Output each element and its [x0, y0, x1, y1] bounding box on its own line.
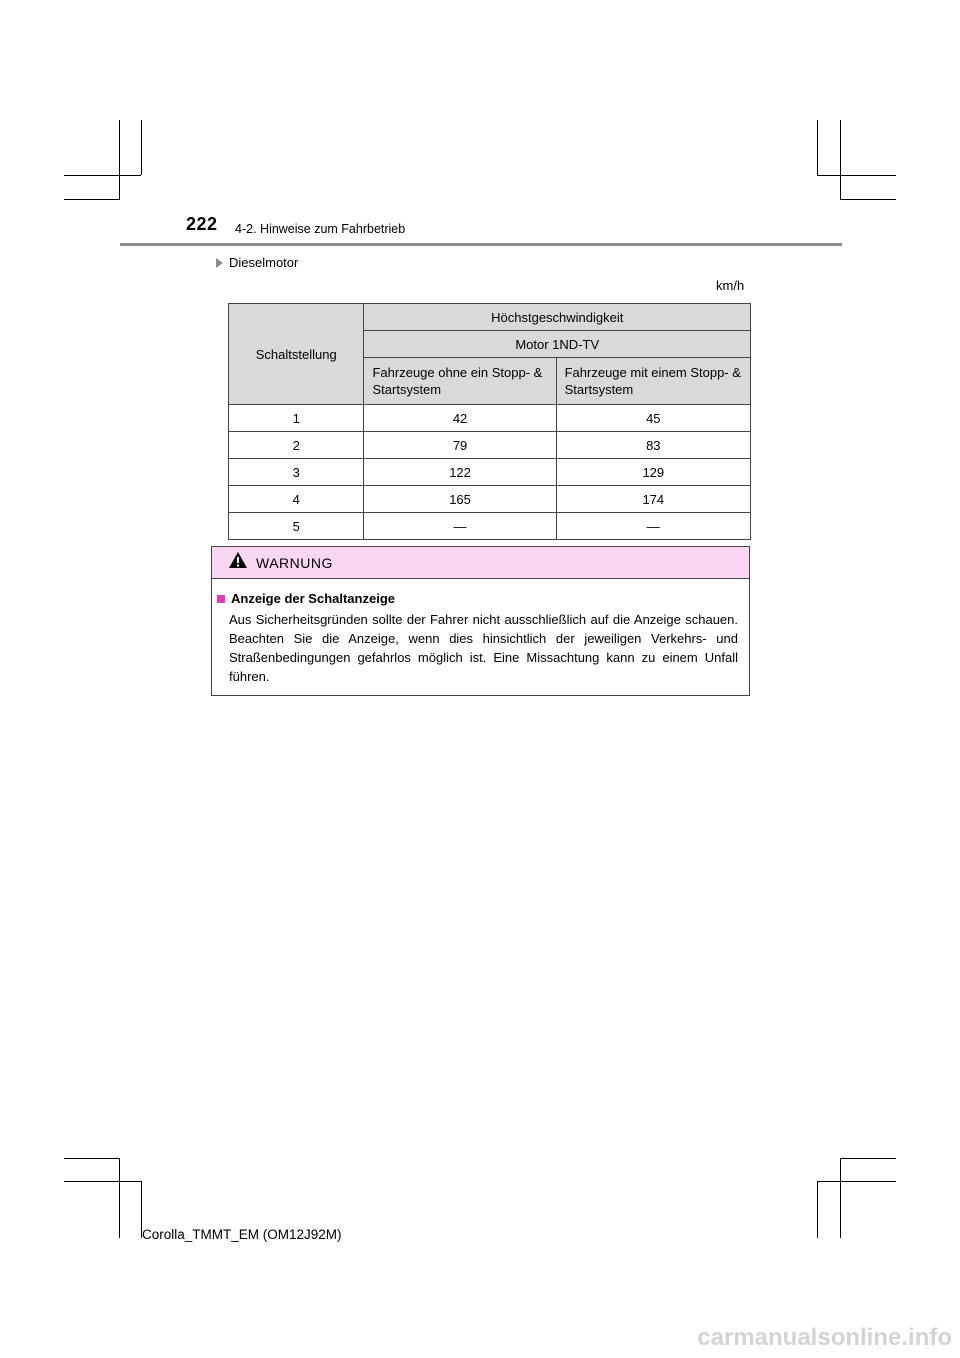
- warning-body: [212, 579, 749, 686]
- footer-label: Corolla_TMMT_EM (OM12J92M): [142, 1227, 342, 1242]
- warning-box: [211, 546, 750, 696]
- cell-gear: 3: [229, 459, 364, 486]
- header-rule: [120, 243, 842, 246]
- speed-table: [228, 303, 751, 540]
- warning-label: WARNUNG: [256, 554, 333, 571]
- crop-mark: [840, 199, 896, 200]
- crop-mark: [817, 1181, 896, 1182]
- crop-mark: [840, 120, 841, 200]
- cell-gear: 5: [229, 513, 364, 540]
- unit-label: km/h: [716, 278, 745, 293]
- cell-with: 83: [556, 432, 750, 459]
- crop-mark: [119, 1158, 120, 1238]
- crop-mark: [141, 120, 142, 175]
- cell-without: 122: [364, 459, 556, 486]
- cell-gear: 4: [229, 486, 364, 513]
- crop-mark: [817, 120, 818, 175]
- header-with-stop-start: Fahrzeuge mit einem Stopp- & Startsystem: [556, 358, 750, 405]
- crop-mark: [840, 1158, 841, 1238]
- crop-mark: [64, 199, 120, 200]
- header-max-speed: Höchstgeschwindigkeit: [364, 304, 751, 331]
- subsection-title: Dieselmotor: [229, 255, 299, 270]
- crop-mark: [817, 175, 896, 176]
- cell-gear: 1: [229, 405, 364, 432]
- triangle-bullet-icon: [216, 258, 223, 268]
- crop-mark: [64, 1158, 120, 1159]
- table-row: [229, 459, 751, 486]
- warning-triangle-icon: [228, 551, 248, 574]
- crop-mark: [64, 1181, 142, 1182]
- table-row: [229, 405, 751, 432]
- cell-without: —: [364, 513, 556, 540]
- crop-mark: [817, 1181, 818, 1238]
- header-gear: Schaltstellung: [229, 304, 364, 405]
- header-engine: Motor 1ND-TV: [364, 331, 751, 358]
- watermark: carmanualsonline.info: [697, 1324, 952, 1351]
- square-bullet-icon: [217, 595, 225, 603]
- crop-mark: [119, 120, 120, 200]
- section-title: 4-2. Hinweise zum Fahrbetrieb: [235, 222, 406, 236]
- cell-without: 42: [364, 405, 556, 432]
- table-row: [229, 432, 751, 459]
- warning-heading: [217, 591, 738, 606]
- cell-with: 174: [556, 486, 750, 513]
- cell-gear: 2: [229, 432, 364, 459]
- crop-mark: [64, 175, 141, 176]
- subsection-heading: [216, 255, 298, 270]
- cell-without: 165: [364, 486, 556, 513]
- warning-heading-text: Anzeige der Schaltanzeige: [231, 591, 395, 606]
- table-row: [229, 513, 751, 540]
- warning-text: Aus Sicherheitsgründen sollte der Fahrer nicht ausschließlich auf die Anzeige schauen. Beachten Sie die Anzeige, wenn dies hinsichtlich der jeweiligen Verkehrs- und Straßenbedingungen gefahrlos möglich ist. Eine Missachtung kann zu einem Unfall führen.: [229, 612, 738, 684]
- page-number: 222: [186, 214, 218, 234]
- cell-without: 79: [364, 432, 556, 459]
- warning-header: [212, 547, 749, 579]
- header-without-stop-start: Fahrzeuge ohne ein Stopp- & Startsystem: [364, 358, 556, 405]
- cell-with: —: [556, 513, 750, 540]
- cell-with: 45: [556, 405, 750, 432]
- table-row: [229, 486, 751, 513]
- crop-mark: [840, 1158, 896, 1159]
- cell-with: 129: [556, 459, 750, 486]
